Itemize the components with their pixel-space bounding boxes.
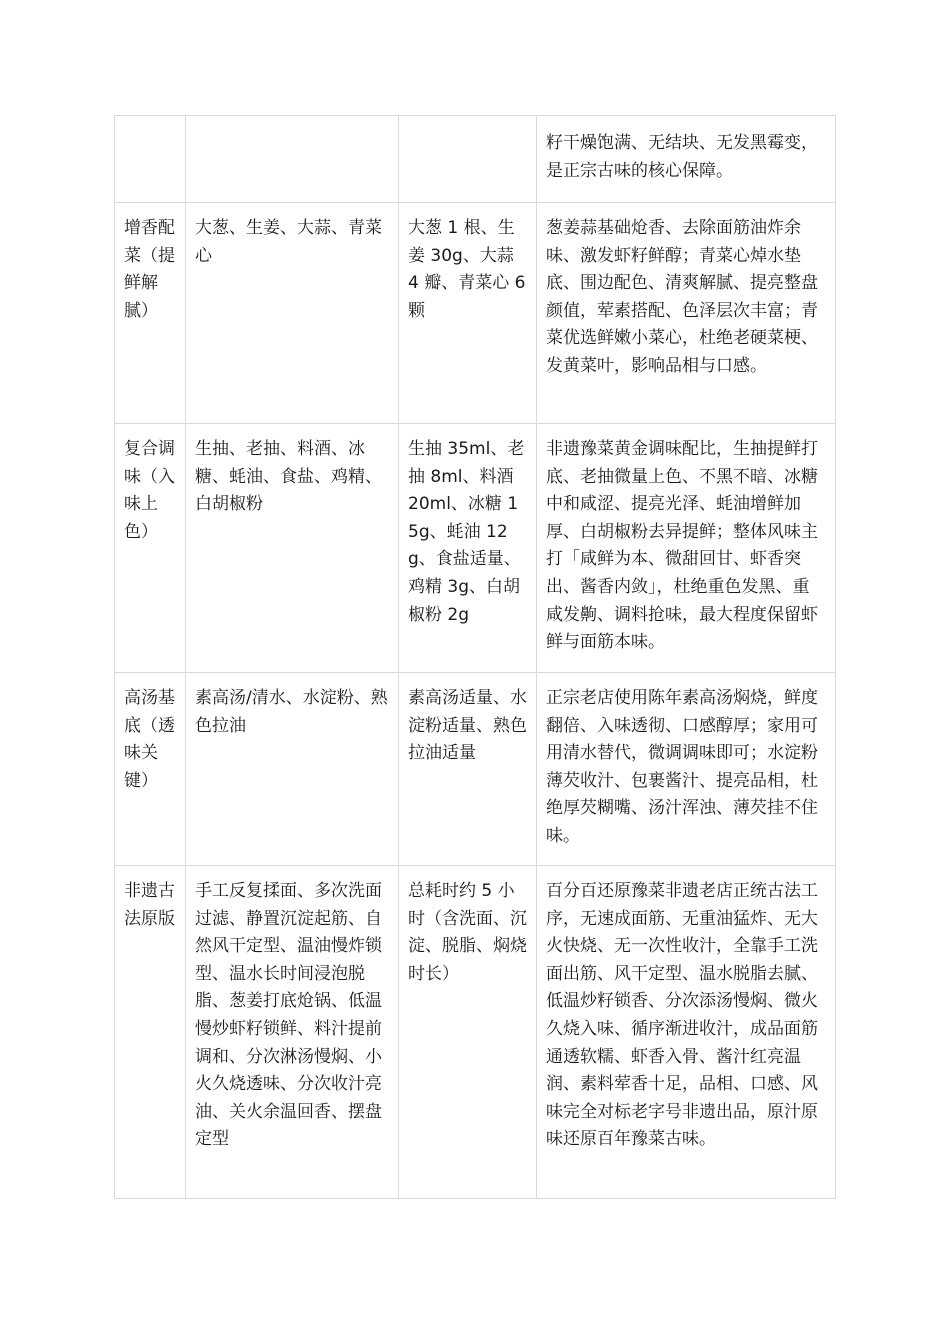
table-row <box>115 424 836 673</box>
table-row <box>115 203 836 424</box>
notes-cell: 百分百还原豫菜非遗老店正统古法工序，无速成面筋、无重油猛炸、无大火快烧、无一次性收汁，全靠手工洗面出筋、风干定型、温水脱脂去腻、低温炒籽锁香、分次添汤慢焖、微火久烧入味、循序渐进收汁，成品面筋通透软糯、虾香入骨、酱汁红亮温润、素料荤香十足，品相、口感、风味完全对标老字号非遗出品，原汁原味还原百年豫菜古味。 <box>537 866 836 1199</box>
amount-cell: 素高汤适量、水淀粉适量、熟色拉油适量 <box>399 673 537 866</box>
ingredients-cell: 手工反复揉面、多次洗面过滤、静置沉淀起筋、自然风干定型、温油慢炸锁型、温水长时间浸泡脱脂、葱姜打底炝锅、低温慢炒虾籽锁鲜、料汁提前调和、分次淋汤慢焖、小火久烧透味、分次收汁亮油、关火余温回香、摆盘定型 <box>186 866 399 1199</box>
ingredients-cell: 大葱、生姜、大蒜、青菜心 <box>186 203 399 424</box>
notes-cell: 正宗老店使用陈年素高汤焖烧，鲜度翻倍、入味透彻、口感醇厚；家用可用清水替代，微调调味即可；水淀粉薄芡收汁、包裹酱汁、提亮品相，杜绝厚芡糊嘴、汤汁浑浊、薄芡挂不住味。 <box>537 673 836 866</box>
category-cell: 非遗古法原版 <box>115 866 186 1199</box>
category-cell <box>115 116 186 203</box>
amount-cell <box>399 116 537 203</box>
recipe-table <box>114 115 836 1199</box>
ingredients-cell: 素高汤/清水、水淀粉、熟色拉油 <box>186 673 399 866</box>
ingredients-cell: 生抽、老抽、料酒、冰糖、蚝油、食盐、鸡精、白胡椒粉 <box>186 424 399 673</box>
notes-cell: 籽干燥饱满、无结块、无发黑霉变，是正宗古味的核心保障。 <box>537 116 836 203</box>
amount-cell: 总耗时约 5 小时（含洗面、沉淀、脱脂、焖烧时长） <box>399 866 537 1199</box>
table-row <box>115 866 836 1199</box>
amount-cell: 生抽 35ml、老抽 8ml、料酒 20ml、冰糖 15g、蚝油 12g、食盐适量、鸡精 3g、白胡椒粉 2g <box>399 424 537 673</box>
category-cell: 高汤基底（透味关键） <box>115 673 186 866</box>
amount-cell: 大葱 1 根、生姜 30g、大蒜 4 瓣、青菜心 6 颗 <box>399 203 537 424</box>
table-row <box>115 116 836 203</box>
category-cell: 增香配菜（提鲜解腻） <box>115 203 186 424</box>
table-row <box>115 673 836 866</box>
category-cell: 复合调味（入味上色） <box>115 424 186 673</box>
notes-cell: 葱姜蒜基础炝香、去除面筋油炸余味、激发虾籽鲜醇；青菜心焯水垫底、围边配色、清爽解腻、提亮整盘颜值，荤素搭配、色泽层次丰富；青菜优选鲜嫩小菜心，杜绝老硬菜梗、发黄菜叶，影响品相与口感。 <box>537 203 836 424</box>
notes-cell: 非遗豫菜黄金调味配比，生抽提鲜打底、老抽微量上色、不黑不暗、冰糖中和咸涩、提亮光泽、蚝油增鲜加厚、白胡椒粉去异提鲜；整体风味主打「咸鲜为本、微甜回甘、虾香突出、酱香内敛」，杜绝重色发黑、重咸发齁、调料抢味，最大程度保留虾鲜与面筋本味。 <box>537 424 836 673</box>
ingredients-cell <box>186 116 399 203</box>
